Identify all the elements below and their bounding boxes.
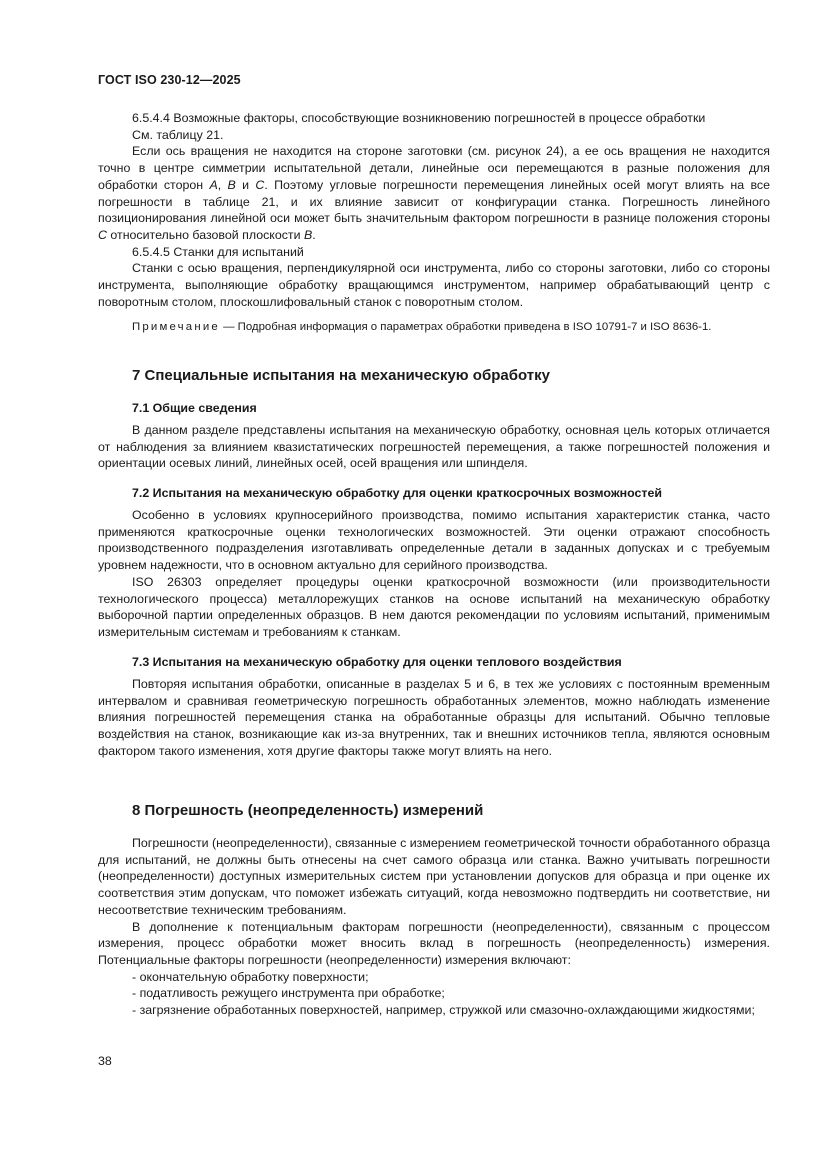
- section-8: [98, 802, 770, 1019]
- list-item: - податливость режущего инструмента при обработке;: [132, 986, 445, 1001]
- section-7-2-paragraph-2: ISO 26303 определяет процедуры оценки краткосрочной возможности (или производительности технологического процесса) металлорежущих станков на основе испытаний на механическую обработку выборочной партии определенных образцов. В нем даются рекомендации по условиям испытаний, применимым измерительным системам и требованиям к станкам.: [98, 574, 770, 639]
- section-7-3-title: 7.3 Испытания на механическую обработку для оценки теплового воздействия: [132, 655, 622, 669]
- note-text: — Подробная информация о параметрах обработки приведена в ISO 10791-7 и ISO 8636-1.: [219, 321, 712, 334]
- note-label: Примечание: [132, 321, 220, 334]
- section-7-3: [98, 654, 770, 760]
- paragraph-6-5-4-5: 6.5.4.5 Станки для испытаний: [132, 244, 304, 259]
- page-content: [98, 110, 770, 1018]
- section-7-1-paragraph: В данном разделе представлены испытания на механическую обработку, основная цель которых отличается от наблюдения за влиянием квазистатических погрешностей перемещения, а также погрешностей положения и ориентации осевых линий, линейных осей, осей вращения или шпинделя.: [98, 423, 770, 471]
- note: [98, 319, 770, 336]
- document-header: ГОСТ ISO 230-12—2025: [98, 73, 241, 87]
- section-7-3-paragraph: Повторяя испытания обработки, описанные в разделах 5 и 6, в тех же условиях с постоянным временным интервалом и сравнивая геометрическую погрешность обработанных элементов, можно наблюдать изменение влияния погрешностей перемещения станка на обработанные образцы для испытаний. Обычно тепловые воздействия на станок, возникающие как из-за внутренних, так и внешних источников тепла, являются основным фактором такого изменения, хотя другие факторы также могут влиять на него.: [98, 677, 770, 758]
- section-7-2-paragraph-1: Особенно в условиях крупносерийного производства, помимо испытания характеристик станка, часто применяются краткосрочные оценки технологических возможностей. Эти оценки отражают способность производственного подразделения изготавливать определенные детали в заданных допусках и с требуемым уровнем надежности, что в основном актуально для серийного производства.: [98, 508, 770, 573]
- page-number: 38: [98, 1054, 112, 1068]
- section-8-paragraph-1: Погрешности (неопределенности), связанные с измерением геометрической точности обработанного образца для испытаний, не должны быть отнесены на счет самого образца или станка. Важно учитывать погрешности (неопределенности) доступных измерительных систем при установлении допусков для образца и при оценке их соответствия этим допускам, что поможет избежать ситуаций, когда невозможно подтвердить ни соответствие, ни несоответствие техническим требованиям.: [98, 836, 770, 917]
- paragraph-rotation-axis: Если ось вращения не находится на стороне заготовки (см. рисунок 24), а ее ось вращения не находится точно в центре симметрии испытательной детали, линейные оси перемещаются в разные положения для обработки сторон A, B и C. Поэтому угловые погрешности перемещения линейных осей могут влиять на все погрешности в таблице 21, и их влияние зависит от конфигурации станка. Погрешность линейного позиционирования линейной оси может быть значительным фактором погрешности в разнице положения стороны C относительно базовой плоскости B.: [98, 144, 770, 242]
- section-7-2: [98, 485, 770, 641]
- section-7-2-title: 7.2 Испытания на механическую обработку для оценки краткосрочных возможностей: [132, 486, 662, 500]
- section-8-paragraph-2: В дополнение к потенциальным факторам погрешности (неопределенности), связанным с процессом измерения, процесс обработки может вносить вклад в погрешность (неопределенность) измерения. Потенциальные факторы погрешности (неопределенности) измерения включают:: [98, 919, 770, 967]
- section-8-title: 8 Погрешность (неопределенность) измерений: [132, 802, 484, 819]
- paragraph-test-machines: Станки с осью вращения, перпендикулярной оси инструмента, либо со стороны заготовки, либо со стороны инструмента, выполняющие обработку вращающимся инструментом, например обрабатывающий центр с поворотным столом, плоскошлифовальный станок с поворотным столом.: [98, 261, 770, 309]
- list-item: - загрязнение обработанных поверхностей, например, стружкой или смазочно-охлаждающими жидкостями;: [132, 1003, 755, 1018]
- section-7-1-title: 7.1 Общие сведения: [132, 401, 257, 415]
- list-item: - окончательную обработку поверхности;: [132, 969, 369, 984]
- section-7-title: 7 Специальные испытания на механическую обработку: [132, 367, 550, 384]
- section-7-1: [98, 400, 770, 472]
- paragraph-table-ref: См. таблицу 21.: [132, 127, 224, 142]
- section-7: [98, 367, 770, 385]
- paragraph-6-5-4-4: 6.5.4.4 Возможные факторы, способствующие возникновению погрешностей в процессе обработки: [132, 111, 706, 125]
